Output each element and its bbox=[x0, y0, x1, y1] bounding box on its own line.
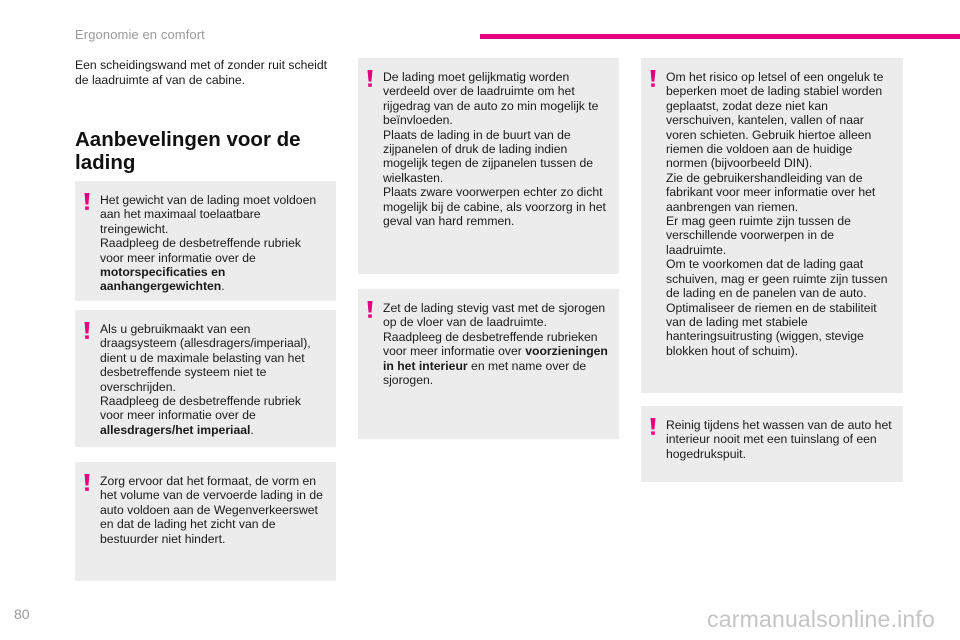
warning-text bbox=[383, 301, 609, 387]
exclamation-mark-icon-shape bbox=[84, 474, 90, 491]
note-line bbox=[383, 301, 609, 330]
note-line bbox=[100, 193, 326, 236]
exclamation-mark-icon bbox=[367, 70, 373, 87]
note-text-run: Zet de lading stevig vast met de sjorogen op de vloer van de laadruimte. bbox=[383, 301, 606, 330]
warning-text bbox=[100, 322, 326, 437]
note-line bbox=[666, 70, 893, 171]
exclamation-mark-icon bbox=[84, 193, 90, 210]
exclamation-mark-icon bbox=[650, 70, 656, 87]
bold-reference: voorzieningen in het interieur bbox=[383, 344, 608, 373]
page-number: 80 bbox=[14, 606, 30, 622]
note-line bbox=[100, 394, 326, 437]
note-line bbox=[100, 474, 326, 546]
note-text-run: Raadpleeg de desbetreffende rubriek voor meer informatie over de bbox=[100, 236, 302, 265]
exclamation-mark-icon bbox=[84, 474, 90, 491]
note-line bbox=[383, 128, 609, 186]
header-accent-bar bbox=[480, 34, 960, 39]
note-text-run: en met name over de sjorogen. bbox=[383, 358, 587, 388]
note-text-run: De lading moet gelijkmatig worden verdeeld over de laadruimte om het rijgedrag van de auto zo min mogelijk te beïnvloeden. bbox=[383, 70, 599, 128]
note-text-run: Raadpleeg de desbetreffende rubrieken voor meer informatie over bbox=[383, 329, 598, 359]
warning-text bbox=[100, 474, 326, 546]
exclamation-mark-icon-shape bbox=[367, 301, 373, 318]
warning-note bbox=[358, 58, 619, 274]
note-line bbox=[666, 214, 893, 257]
warning-text bbox=[383, 70, 609, 228]
exclamation-mark-icon-shape bbox=[367, 70, 373, 87]
bold-reference: motorspecificaties en aanhangergewichten bbox=[100, 265, 226, 294]
exclamation-mark-icon bbox=[367, 301, 373, 318]
note-text-run: Als u gebruikmaakt van een draagsysteem (allesdragers/imperiaal), dient u de maximale belasting van het desbetreffende systeem niet te overschrijden. bbox=[100, 322, 311, 394]
exclamation-mark-icon-shape bbox=[84, 322, 90, 339]
warning-note bbox=[641, 406, 903, 482]
exclamation-mark-icon bbox=[84, 322, 90, 339]
warning-text bbox=[100, 193, 326, 294]
exclamation-mark-icon bbox=[650, 418, 656, 435]
note-text-run: Zorg ervoor dat het formaat, de vorm en het volume van de vervoerde lading in de auto voldoen aan de Wegenverkeerswet en dat de lading het zicht van de bestuurder niet hindert. bbox=[100, 474, 323, 546]
note-text-run: Reinig tijdens het wassen van de auto het interieur nooit met een tuinslang of een hogedrukspuit. bbox=[666, 418, 892, 461]
note-text-run: Het gewicht van de lading moet voldoen aan het maximaal toelaatbare treingewicht. bbox=[100, 193, 317, 236]
note-text-run: Plaats de lading in de buurt van de zijpanelen of druk de lading indien mogelijk tegen de zijpanelen tussen de wielkasten. bbox=[383, 127, 594, 185]
note-line bbox=[666, 257, 893, 300]
note-line bbox=[666, 301, 893, 359]
note-line bbox=[383, 330, 609, 388]
note-text-run: Raadpleeg de desbetreffende rubriek voor meer informatie over de bbox=[100, 394, 302, 423]
note-line bbox=[383, 185, 609, 228]
warning-text bbox=[666, 418, 893, 461]
note-text-run: Zie de gebruikershandleiding van de fabrikant voor meer informatie over het aanbrengen van riemen. bbox=[666, 170, 876, 214]
exclamation-mark-icon-shape bbox=[650, 418, 656, 435]
warning-note bbox=[75, 181, 336, 301]
header-section-title: Ergonomie en comfort bbox=[75, 27, 205, 42]
watermark: carmanualsonline.info bbox=[707, 606, 935, 632]
note-text-run: Optimaliseer de riemen en de stabiliteit van de lading met stabiele hanteringsuitrusting (wiggen, stevige blokken hout of schuim). bbox=[666, 300, 877, 358]
warning-note bbox=[75, 462, 336, 581]
note-line bbox=[383, 70, 609, 128]
section-heading: Aanbevelingen voor de lading bbox=[75, 128, 301, 174]
note-line bbox=[666, 171, 893, 214]
note-text-run: Er mag geen ruimte zijn tussen de verschillende voorwerpen in de laadruimte. bbox=[666, 214, 851, 257]
note-text-run: Plaats zware voorwerpen echter zo dicht mogelijk bij de cabine, als voorzorg in het geval van hard remmen. bbox=[383, 185, 606, 229]
intro-paragraph: Een scheidingswand met of zonder ruit scheidt de laadruimte af van de cabine. bbox=[75, 58, 328, 87]
exclamation-mark-icon-shape bbox=[650, 70, 656, 87]
note-text-run: Om te voorkomen dat de lading gaat schuiven, mag er geen ruimte zijn tussen de lading en de panelen van de auto. bbox=[666, 257, 888, 301]
warning-note bbox=[641, 58, 903, 393]
bold-reference: allesdragers/het imperiaal bbox=[100, 422, 251, 437]
note-text-run: . bbox=[250, 422, 254, 437]
warning-note bbox=[75, 310, 336, 447]
note-text-run: Om het risico op letsel of een ongeluk te beperken moet de lading stabiel worden geplaatst, zodat deze niet kan verschuiven, kantelen, vallen of naar voren schieten. Gebruik hiertoe alleen riemen die voldoen aan de huidige normen (bijvoorbeeld DIN). bbox=[666, 70, 884, 171]
note-line bbox=[100, 236, 326, 294]
exclamation-mark-icon-shape bbox=[84, 193, 90, 210]
note-line bbox=[666, 418, 893, 461]
warning-text bbox=[666, 70, 893, 358]
note-text-run: . bbox=[221, 279, 225, 294]
warning-note bbox=[358, 289, 619, 439]
note-line bbox=[100, 322, 326, 394]
